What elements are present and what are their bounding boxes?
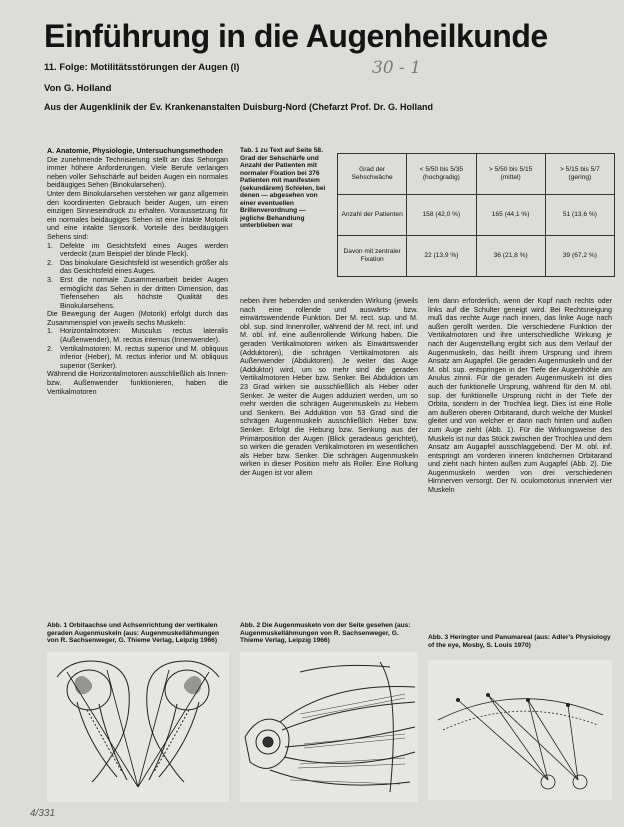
vision-table [337,153,615,277]
table-cell: 36 (21,8 %) [476,236,545,277]
table-header-row [338,154,615,195]
table-cell: 165 (44,1 %) [476,195,545,236]
table-note: Tab. 1 zu Text auf Seite 58. Grad der Sehschärfe und Anzahl der Patienten mit normaler Fixation bei 376 Patienten mit manifestem (sekundärem) Schielen, bei denen — abgesehen von einer eventuellen Brillenverordnung — jegliche Behandlung unterblieben war [240,147,326,229]
figure-2-caption: Abb. 2 Die Augenmuskeln von der Seite gesehen (aus: Augenmuskellähmungen von R. Sachsenweger, G. Thieme Verlag, Leipzig 1966) [240,622,411,645]
figure-3-image [428,660,612,800]
page-number: 4/331 [30,808,56,819]
article-title: Einführung in die Augenheilkunde [44,18,548,54]
eye-muscles-illustration [240,652,418,802]
list-item: 1. Horizontalmotoren: Musculus rectus lateralis (Außenwender), M. rectus internus (Innenwender). [47,327,228,345]
paragraph: lem dann erforderlich, wenn der Kopf nach rechts oder links auf die Schulter geneigt wird. Bei Rechtsneigung muß das rechte Auge nach innen, das linke Auge nach außen gerollt werden. Die verschiedene Funktion der Vertikalmotoren und ihre unterschiedliche Wirkung je nach der Augenstellung ergibt sich aus dem Verlauf der Augenmuskeln, das heißt ihrem Ursprung und ihrem Ansatz am Augapfel. Die geraden Augenmuskeln und der M. obl. sup. entspringen in der Tiefe der Augenhöhle am Anulus zinnii. Für die geraden Augenmuskeln ist dies auch der funktionelle Ursprung, während für den M. obl. sup. der funktionelle Ursprung nicht in der Tiefe der Orbita, sondern in der Trochlea liegt. Dies ist eine Rolle am äußeren oberen Orbitarand, durch welche der Muskel gleitet und von welcher er dann nach hinten und außen zum Auge zieht (Abb. 1). Für die Wirkungsweise des Muskels ist nur das Stück zwischen der Trochlea und dem Ansatz am Augapfel ausschlaggebend. Der M. obl. inf. entspringt am vorderen inneren knöchernen Orbitarand und zieht nach hinten außen zum Augapfel (Abb. 2). Die Augenmuskeln werden von drei verschiedenen Hirnnerven versorgt. Der N. oculomotorius innerviert vier Muskeln [428,297,612,495]
paragraph: Die Bewegung der Augen (Motorik) erfolgt durch das Zusammenspiel von jeweils sechs Muskeln: [47,310,228,327]
table-header-cell: > 5/15 bis 5/7 (gering) [545,154,614,195]
list-item: 1. Defekte im Gesichtsfeld eines Auges werden verdeckt (zum Beispiel der blinde Fleck). [47,241,228,259]
handwritten-note: 30 - 1 [372,58,421,78]
figure-1-image [47,652,229,802]
table-header-cell: > 5/50 bis 5/15 (mittel) [476,154,545,195]
section-heading: A. Anatomie, Physiologie, Untersuchungsmethoden [47,147,223,155]
figure-3-caption: Abb. 3 Heringter und Panumareal (aus: Adler's Physiology of the eye, Mosby, S. Louis 1970) [428,634,611,649]
author-line: Von G. Holland [44,83,112,94]
table-header-cell: Grad der Sehschwäche [338,154,407,195]
affiliation-line: Aus der Augenklinik der Ev. Krankenanstalten Duisburg-Nord (Chefarzt Prof. Dr. G. Holland [44,102,434,112]
table-header-cell: < 5/50 bis 5/35 (hochgradig) [407,154,476,195]
table-cell: 51 (13,6 %) [545,195,614,236]
horopter-diagram [428,660,612,800]
table-cell: 158 (42,0 %) [407,195,476,236]
table-cell: 22 (13,9 %) [407,236,476,277]
list-item: 2. Vertikalmotoren: M. rectus superior und M. obliquus inferior (Heber), M. rectus inferior und M. obliquus superior (Senker). [47,344,228,370]
orbit-axes-illustration [47,652,229,802]
paragraph: Die zunehmende Technisierung stellt an das Sehorgan immer höhere Anforderungen. Viele Berufe verlangen neben voller Sehschärfe auf beiden Augen ein normales beidäugiges Sehen (Binokularsehen). [47,155,228,190]
series-line: 11. Folge: Motilitätsstörungen der Augen (I) [44,62,240,73]
paragraph: Während die Horizontalmotoren ausschließlich als Innen- bzw. Außenwender funktionieren, haben die Vertikalmotoren [47,370,228,396]
table-row [338,195,615,236]
table-cell: 39 (67,2 %) [545,236,614,277]
column-3 [428,297,612,495]
table-row-label: Davon mit zentraler Fixation [338,236,407,277]
table-row-label: Anzahl der Patienten [338,195,407,236]
list-item: 2. Das binokulare Gesichtsfeld ist wesentlich größer als das Gesichtsfeld eines Auges. [47,258,228,276]
column-1 [47,147,228,396]
list-item: 3. Erst die normale Zusammenarbeit beider Augen ermöglicht das Sehen in der dritten Dimension, das Tiefensehen als höchste Qualität des Binokularsehens. [47,275,228,310]
figure-2-image [240,652,418,802]
column-2 [240,297,418,477]
table-row [338,236,615,277]
figure-1-caption: Abb. 1 Orbitaachse und Achsenrichtung der vertikalen geraden Augenmuskeln (aus: Augenmuskellähmungen von R. Sachsenweger, G. Thieme Verlag, Leipzig 1966) [47,622,220,645]
paragraph: Unter dem Binokularsehen verstehen wir ganz allgemein den koordinierten Gebrauch beider Augen, um einen einzigen Sinneseindruck zu erhalten. Voraussetzung für ein normales beidäugiges Sehen ist eine intakte Motorik und eine intakte Sensorik. Vorteile des beidäugigen Sehens sind: [47,189,228,241]
paragraph: neben ihrer hebenden und senkenden Wirkung (jeweils nach eine rollende und auswärts- bzw. einwärtswendende Funktion. Der M. rect. sup. und M. obl. sup. sind Innenroller, während der M. rect. inf. und M. obl. inf. eine außenrollende Wirkung haben. Die geraden Vertikalmotoren wirken als Einwärtswender (Adduktoren), die schrägen Vertikalmotoren als Außenwender (Abduktoren). Je weiter das Auge (Adduktor) wird, um so mehr sind die geraden Vertikalmotoren Heber bzw. Senker. Bei Abduktion um 23 Grad wirken sie ausschließlich als Heber oder Senker. Je weiter die Augen adduziert werden, um so mehr werden die schrägen Augenmuskeln zu Hebern und Senkern. Bei Adduktion von 53 Grad sind die schrägen Augenmuskeln ausschließlich Heber bzw. Senker. Erfolgt die Hebung bzw. Senkung aus der Primärposition der Augen (Blick geradeaus gerichtet), so wirken die geraden Vertikalmotoren im wesentlichen als Heber bzw. Senker. Die schrägen Augenmuskeln wirken in dieser Position mehr als Roller. Eine Rollung der Augen ist vor allem [240,297,418,477]
